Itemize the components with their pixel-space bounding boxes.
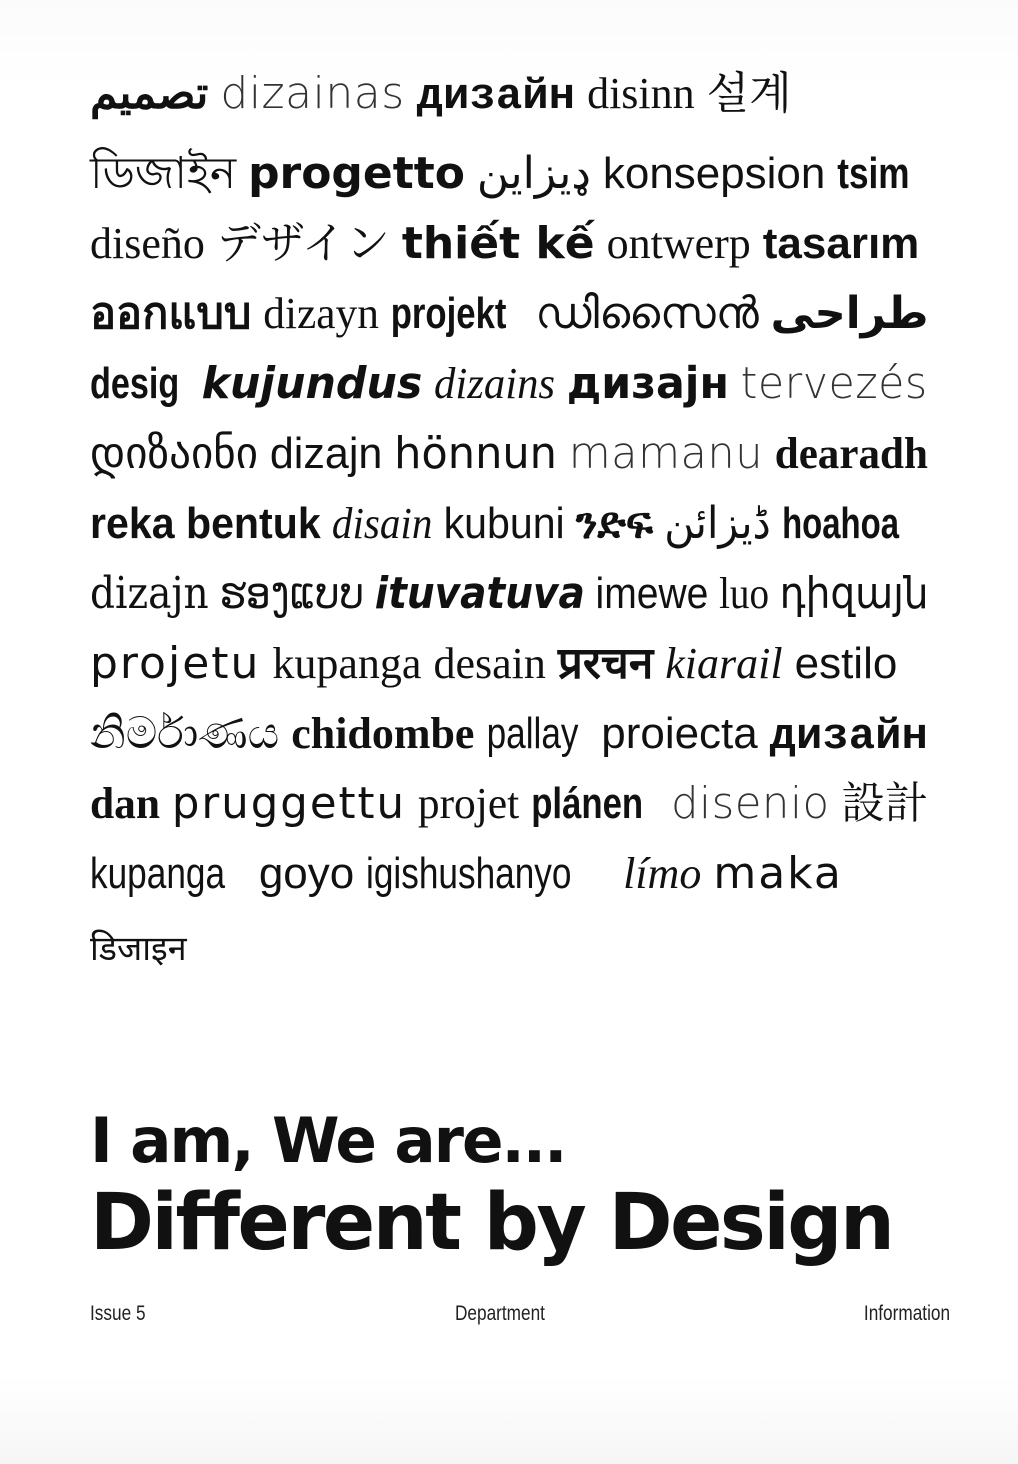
design-word: ຮອງແບບ [219, 568, 365, 619]
cover-footer [90, 1302, 950, 1332]
design-word: dizajn [269, 429, 383, 478]
design-word: disinn [587, 69, 695, 118]
design-word: desain [433, 639, 546, 688]
design-word: proiecta [601, 709, 758, 758]
design-word: ንድፍ [575, 498, 654, 549]
design-word: estilo [794, 639, 898, 688]
word-line [90, 568, 929, 619]
design-word: reka bentuk [90, 499, 321, 548]
design-word: ڈیزائن [664, 498, 771, 549]
word-line [90, 428, 928, 479]
word-line [90, 68, 792, 122]
design-word: ontwerp [606, 219, 751, 268]
design-word: maka [713, 848, 843, 899]
headline-line-2: Different by Design [90, 1178, 893, 1268]
design-word: डिजाइन [90, 929, 187, 969]
design-word: dizayn [263, 289, 379, 338]
design-word: дизайн [769, 712, 928, 762]
design-word: ഡിസൈൻ [535, 288, 759, 339]
design-word: konsepsion [602, 149, 826, 198]
design-word: límo [623, 849, 702, 898]
design-word: plánen [531, 779, 643, 828]
design-word: hönnun [394, 428, 557, 479]
design-word: kiarail [665, 639, 783, 688]
word-line [90, 929, 187, 969]
word-line [90, 638, 898, 689]
design-word: ډیزاین [476, 148, 591, 199]
design-word: dizainas [220, 68, 405, 119]
headline-line-1: I am, We are... [90, 1104, 566, 1177]
design-word: kupanga [90, 849, 226, 898]
design-word: ituvatuva [374, 568, 585, 619]
word-line [90, 708, 928, 762]
word-line [90, 848, 843, 899]
word-line [90, 498, 928, 549]
design-word: طراحی [770, 288, 929, 339]
design-word: дизајн [566, 358, 729, 409]
design-word: дизайн [416, 72, 576, 122]
design-word: thiết kế [401, 218, 595, 269]
design-word: dizajn [90, 568, 209, 619]
design-word: pruggettu [171, 778, 407, 829]
design-word: kujundus [201, 358, 423, 409]
design-word: 설계 [706, 68, 792, 119]
cover-headline [90, 1104, 950, 1268]
design-word: progetto [248, 148, 465, 199]
design-word: diseño [90, 219, 205, 268]
design-word: imewe [595, 569, 709, 618]
design-word: ডিজাইন [90, 148, 237, 199]
word-line [90, 148, 928, 199]
design-word: تصميم [90, 69, 209, 118]
design-word: 設計 [841, 778, 929, 829]
word-line [90, 778, 929, 829]
issue-label: Issue 5 [90, 1302, 146, 1325]
design-word: projekt [390, 289, 507, 338]
design-word: hoahoa [782, 499, 899, 548]
design-word: projetu [90, 638, 261, 689]
design-word: නිර්මාණය [90, 708, 280, 759]
design-word: desig [90, 359, 180, 408]
design-word: dan [90, 779, 161, 828]
design-word: tervezés [740, 358, 928, 409]
design-word: pallay [486, 709, 579, 758]
design-word: դիզայն [779, 568, 929, 619]
design-word: projet [417, 779, 520, 828]
design-word: chidombe [291, 709, 475, 758]
design-word: ออกแบบ [90, 288, 252, 339]
design-word: დიზაინი [90, 428, 259, 479]
design-word: kupanga [272, 639, 422, 688]
word-line [90, 288, 929, 339]
word-line [90, 358, 928, 409]
design-word: tsim [837, 149, 910, 198]
department-label: Department [455, 1302, 545, 1325]
design-word: kubuni [443, 499, 565, 548]
design-word: disain [331, 499, 433, 548]
design-word: igishushanyo [366, 849, 572, 898]
design-word: dizains [433, 359, 556, 408]
design-word: goyo [258, 849, 355, 898]
design-word: dearadh [774, 429, 928, 478]
information-label: Information [863, 1302, 950, 1325]
design-word: luo [719, 569, 770, 618]
design-word: प्ररचन [557, 638, 654, 689]
word-line [90, 218, 920, 269]
design-word: disenio [670, 778, 830, 829]
design-word: tasarım [762, 219, 920, 268]
design-word: mamanu [568, 428, 763, 479]
design-word: デザイン [216, 218, 390, 269]
